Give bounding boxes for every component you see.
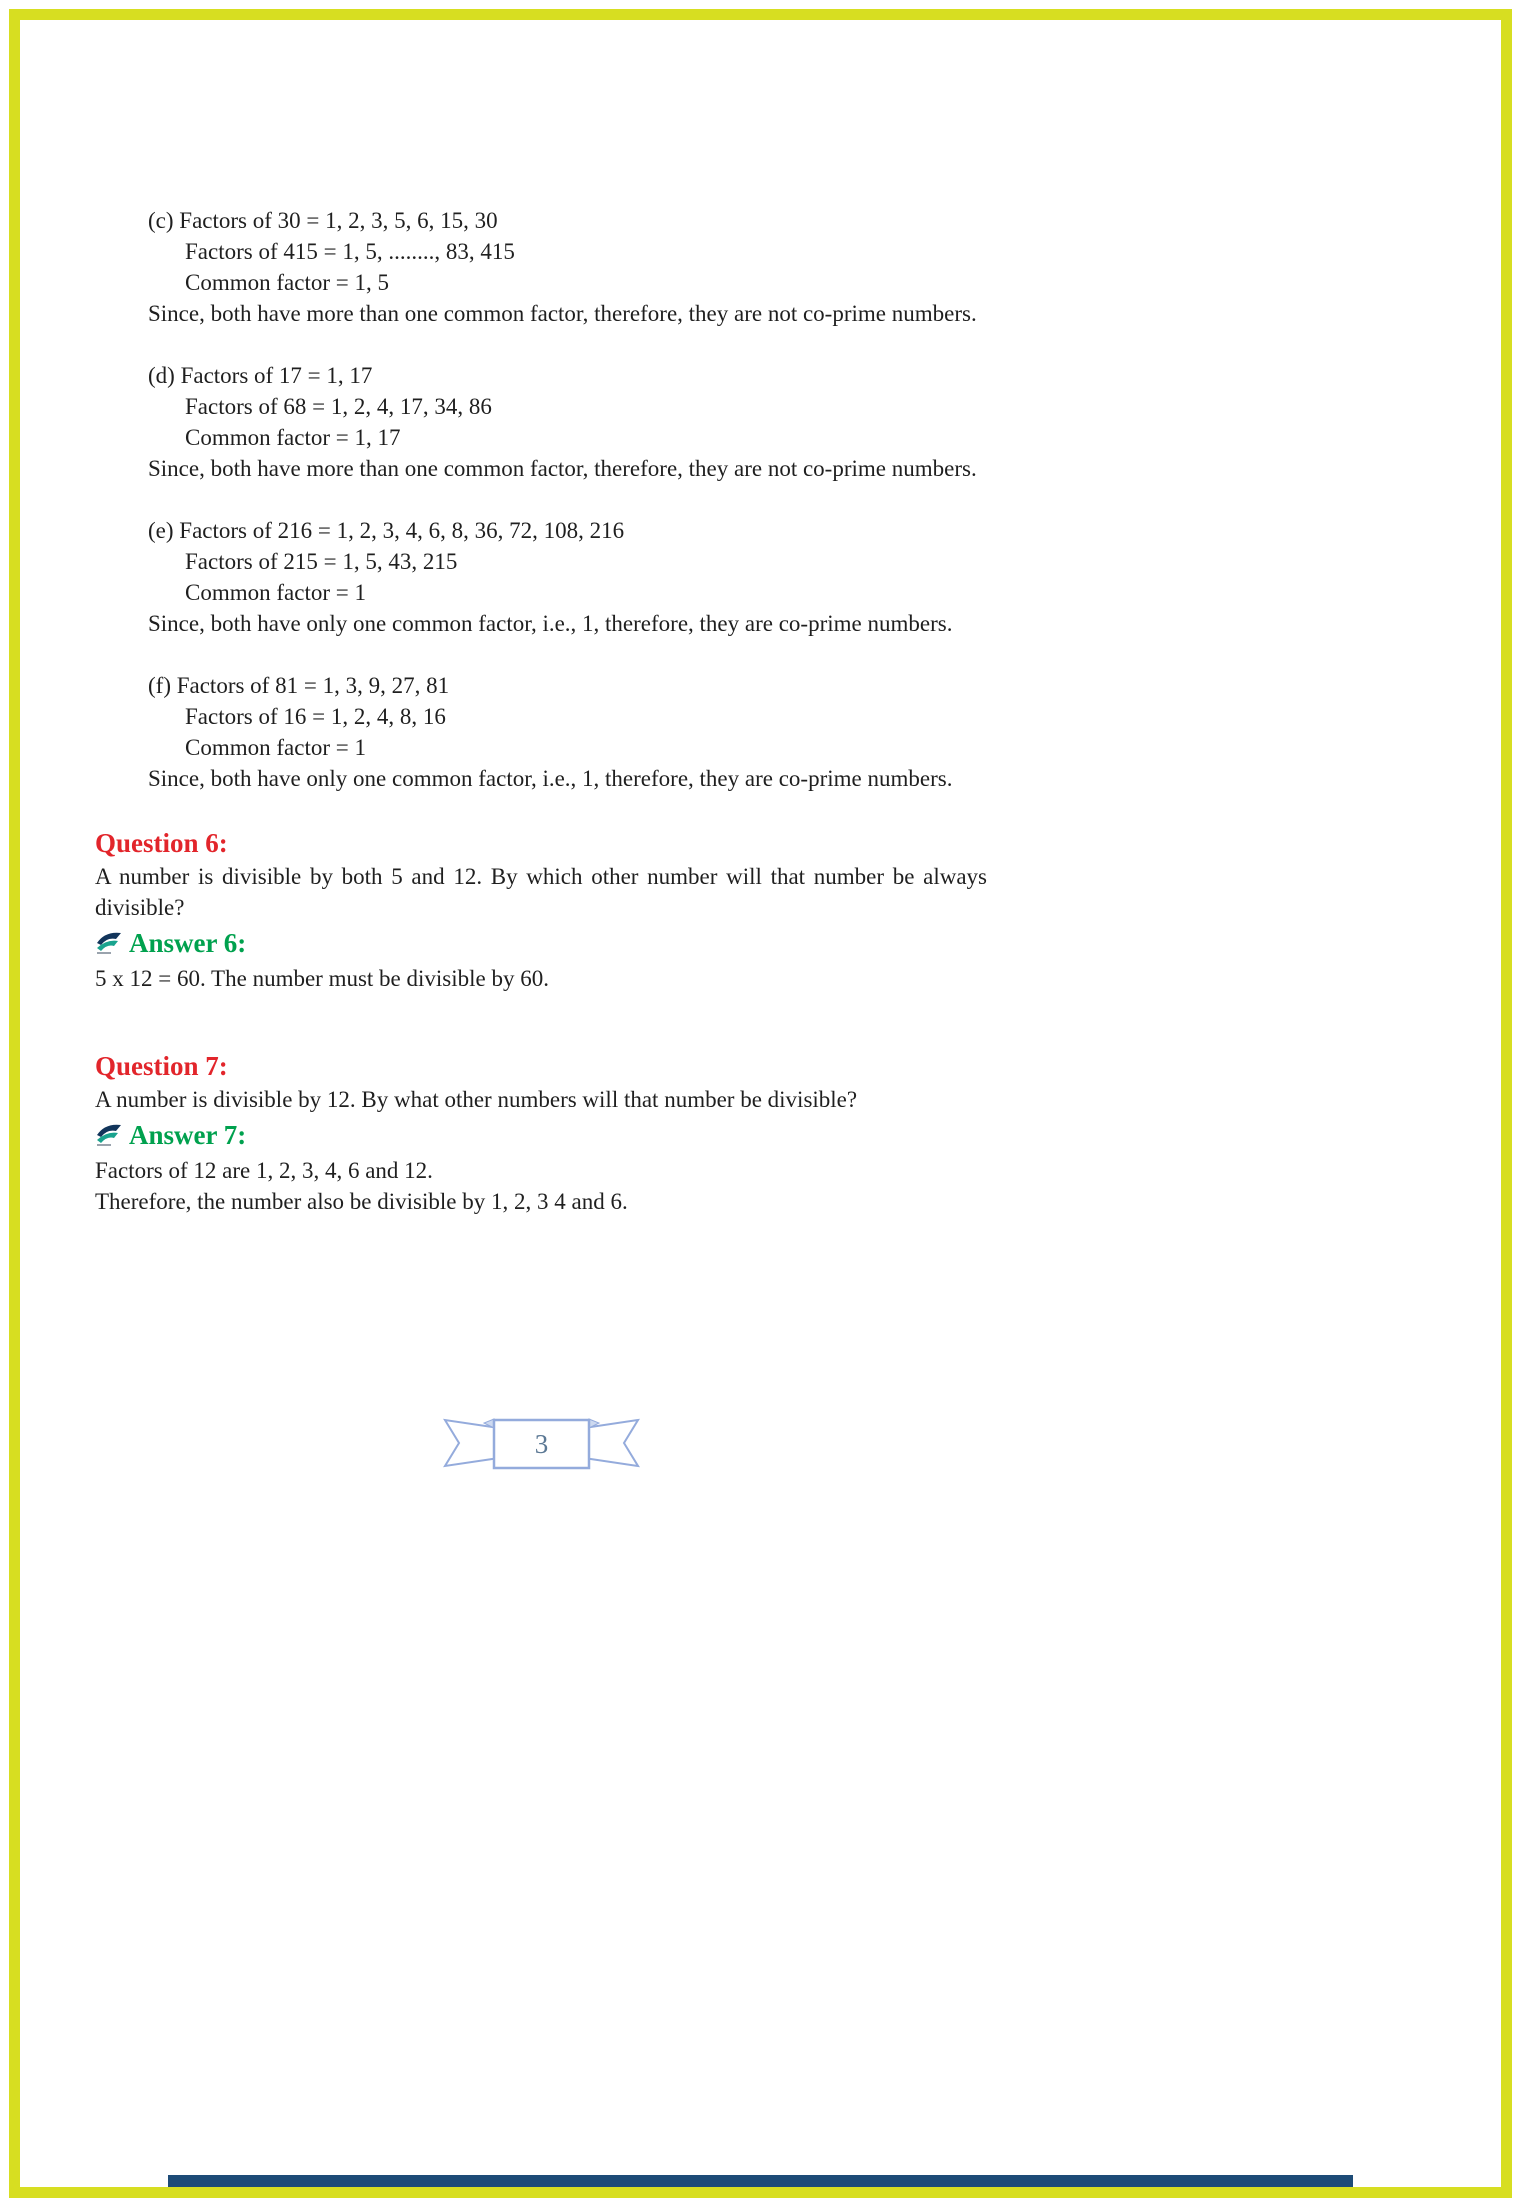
- answer-6-heading-row: [95, 923, 987, 963]
- evidyarthi-logo-icon: [95, 930, 123, 956]
- evidyarthi-logo-icon: [95, 1122, 123, 1148]
- page-content: [95, 205, 987, 1217]
- factor-line: Common factor = 1: [185, 735, 366, 760]
- factor-line: Factors of 415 = 1, 5, ........, 83, 415: [185, 239, 515, 264]
- factor-block-d: [148, 360, 987, 484]
- factor-line: Common factor = 1, 17: [185, 425, 401, 450]
- conclusion-text: Since, both have more than one common factor, therefore, they are not co-prime numbers.: [148, 301, 977, 326]
- question-7-heading: Question 7:: [95, 1051, 228, 1081]
- factor-line: Common factor = 1, 5: [185, 270, 389, 295]
- factor-line: (d) Factors of 17 = 1, 17: [148, 363, 373, 388]
- conclusion-text: Since, both have more than one common factor, therefore, they are not co-prime numbers.: [148, 456, 977, 481]
- page-number: 3: [534, 1429, 549, 1459]
- document-page: [9, 9, 1512, 2198]
- answer-7-text-line1: Factors of 12 are 1, 2, 3, 4, 6 and 12.: [95, 1158, 433, 1183]
- page-number-ribbon: [439, 1412, 644, 1474]
- answer-7-heading-row: [95, 1115, 987, 1155]
- factor-line: (e) Factors of 216 = 1, 2, 3, 4, 6, 8, 36, 72, 108, 216: [148, 518, 625, 543]
- factor-block-f: [148, 670, 987, 794]
- factor-line: Common factor = 1: [185, 580, 366, 605]
- factor-line: Factors of 68 = 1, 2, 4, 17, 34, 86: [185, 394, 492, 419]
- factor-block-c: [148, 205, 987, 329]
- question-6-text: A number is divisible by both 5 and 12. By which other number will that number be always divisible?: [95, 864, 987, 920]
- factor-line: Factors of 16 = 1, 2, 4, 8, 16: [185, 704, 446, 729]
- answer-7-text-line2: Therefore, the number also be divisible by 1, 2, 3 4 and 6.: [95, 1189, 628, 1214]
- answer-6-heading: Answer 6:: [129, 928, 247, 958]
- question-7-text: A number is divisible by 12. By what other numbers will that number be divisible?: [95, 1087, 858, 1112]
- factor-block-e: [148, 515, 987, 639]
- conclusion-text: Since, both have only one common factor, i.e., 1, therefore, they are co-prime numbers.: [148, 611, 953, 636]
- factor-line: Factors of 215 = 1, 5, 43, 215: [185, 549, 458, 574]
- answer-6-text: 5 x 12 = 60. The number must be divisible by 60.: [95, 966, 549, 991]
- factor-line: (f) Factors of 81 = 1, 3, 9, 27, 81: [148, 673, 450, 698]
- question-6-heading: Question 6:: [95, 828, 228, 858]
- footer-accent-bar: [168, 2175, 1353, 2187]
- conclusion-text: Since, both have only one common factor, i.e., 1, therefore, they are co-prime numbers.: [148, 766, 953, 791]
- answer-7-heading: Answer 7:: [129, 1120, 247, 1150]
- factor-line: (c) Factors of 30 = 1, 2, 3, 5, 6, 15, 30: [148, 208, 498, 233]
